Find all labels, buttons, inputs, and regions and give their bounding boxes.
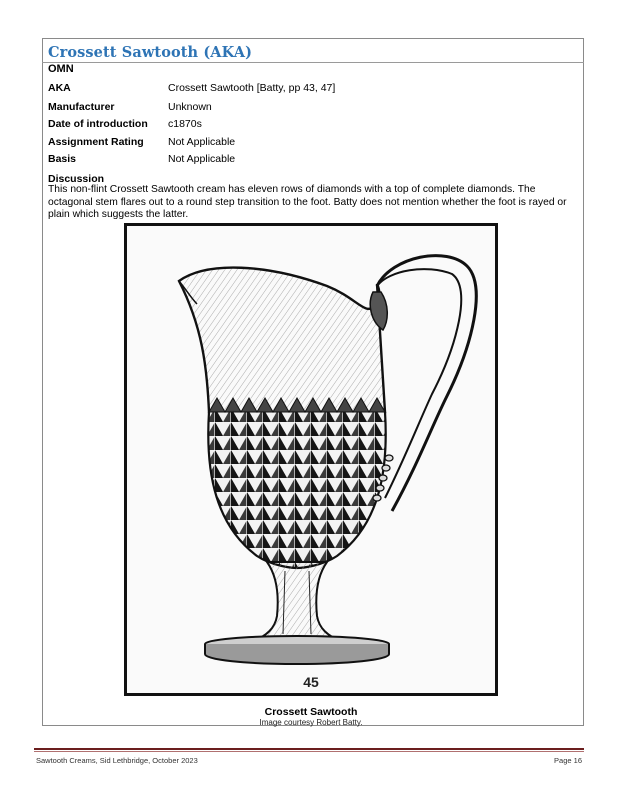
- field-value: Unknown: [168, 101, 212, 113]
- field-value: Not Applicable: [168, 136, 236, 148]
- footer-divider-thin: [34, 751, 584, 752]
- footer-document-info: Sawtooth Creams, Sid Lethbridge, October 2023: [36, 756, 198, 765]
- field-value: Crossett Sawtooth [Batty, pp 43, 47]: [168, 82, 336, 94]
- field-label: Date of introduction: [48, 118, 148, 130]
- field-label: Manufacturer: [48, 101, 115, 113]
- field-value: c1870s: [168, 118, 202, 130]
- field-label: Assignment Rating: [48, 136, 144, 148]
- title-divider: [42, 62, 584, 63]
- page-title: Crossett Sawtooth (AKA): [48, 44, 253, 61]
- footer-page-number: Page 16: [554, 756, 582, 765]
- creamer-drawing: [127, 226, 495, 693]
- creamer-illustration: [124, 223, 498, 696]
- discussion-text: This non-flint Crossett Sawtooth cream has eleven rows of diamonds with a top of complete diamonds. The octagonal stem flares out to a round step transition to the foot. Batty does not mention whether the foot is rayed or plain which suggests the latter.: [48, 184, 567, 221]
- field-value: Not Applicable: [168, 153, 236, 165]
- figure-caption: Crossett Sawtooth: [264, 706, 358, 718]
- omn-label: OMN: [48, 63, 74, 75]
- footer-divider: [34, 748, 584, 750]
- plate-number: 45: [303, 674, 319, 690]
- discussion-heading: Discussion: [48, 173, 105, 185]
- field-label: AKA: [48, 82, 71, 94]
- field-label: Basis: [48, 153, 77, 165]
- figure-credit: Image courtesy Robert Batty.: [259, 718, 363, 727]
